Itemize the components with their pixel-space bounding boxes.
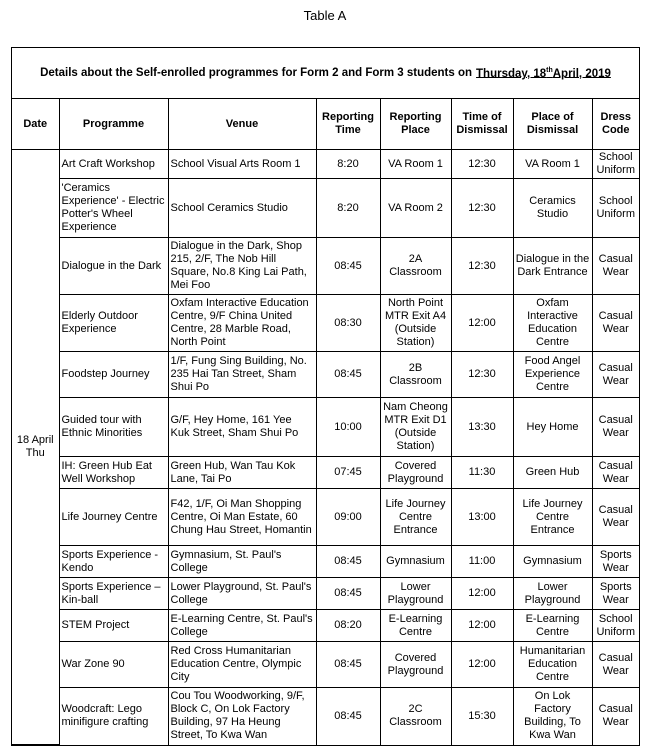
cell-reporting-time: 10:00	[316, 398, 380, 457]
programme-table-frame	[11, 47, 640, 746]
cell-venue: G/F, Hey Home, 161 Yee Kuk Street, Sham Shui Po	[168, 398, 316, 457]
header-reporting-place: Reporting Place	[380, 99, 451, 150]
cell-place-of-dismissal: Green Hub	[513, 457, 592, 489]
cell-reporting-time: 8:20	[316, 179, 380, 238]
cell-reporting-time: 08:45	[316, 238, 380, 295]
cell-programme: Sports Experience – Kin-ball	[59, 578, 168, 610]
cell-reporting-time: 07:45	[316, 457, 380, 489]
table-caption	[12, 48, 639, 99]
cell-reporting-time: 08:45	[316, 352, 380, 398]
cell-reporting-place: Covered Playground	[380, 642, 451, 688]
cell-venue: School Ceramics Studio	[168, 179, 316, 238]
table-row	[12, 179, 639, 238]
table-row	[12, 688, 639, 745]
cell-dress-code: Casual Wear	[592, 352, 639, 398]
cell-place-of-dismissal: Ceramics Studio	[513, 179, 592, 238]
page-label: Table A	[303, 8, 347, 23]
cell-reporting-time: 08:45	[316, 546, 380, 578]
cell-venue: Cou Tou Woodworking, 9/F, Block C, On Lok Factory Building, 97 Ha Heung Street, To Kwa Wan	[168, 688, 316, 745]
cell-venue: Red Cross Humanitarian Education Centre, Olympic City	[168, 642, 316, 688]
cell-dress-code: Sports Wear	[592, 546, 639, 578]
cell-programme: Foodstep Journey	[59, 352, 168, 398]
header-venue: Venue	[168, 99, 316, 150]
cell-time-of-dismissal: 11:30	[451, 457, 513, 489]
cell-venue: 1/F, Fung Sing Building, No. 235 Hai Tan Street, Sham Shui Po	[168, 352, 316, 398]
header-row	[12, 99, 639, 150]
header-place-of-dismissal: Place of Dismissal	[513, 99, 592, 150]
cell-time-of-dismissal: 15:30	[451, 688, 513, 745]
cell-place-of-dismissal: Life Journey Centre Entrance	[513, 489, 592, 546]
cell-place-of-dismissal: E-Learning Centre	[513, 610, 592, 642]
cell-time-of-dismissal: 12:30	[451, 352, 513, 398]
cell-date: 18 April Thu	[12, 150, 59, 745]
table-row	[12, 546, 639, 578]
cell-programme: Art Craft Workshop	[59, 150, 168, 179]
cell-dress-code: Casual Wear	[592, 238, 639, 295]
cell-programme: War Zone 90	[59, 642, 168, 688]
cell-place-of-dismissal: Gymnasium	[513, 546, 592, 578]
cell-reporting-place: Gymnasium	[380, 546, 451, 578]
cell-place-of-dismissal: VA Room 1	[513, 150, 592, 179]
cell-programme: Dialogue in the Dark	[59, 238, 168, 295]
cell-programme: Life Journey Centre	[59, 489, 168, 546]
cell-reporting-place: 2A Classroom	[380, 238, 451, 295]
cell-reporting-time: 09:00	[316, 489, 380, 546]
cell-dress-code: Sports Wear	[592, 578, 639, 610]
programme-table	[12, 99, 639, 745]
cell-reporting-place: VA Room 2	[380, 179, 451, 238]
cell-reporting-place: Covered Playground	[380, 457, 451, 489]
table-row	[12, 457, 639, 489]
cell-time-of-dismissal: 12:00	[451, 578, 513, 610]
cell-venue: School Visual Arts Room 1	[168, 150, 316, 179]
cell-venue: F42, 1/F, Oi Man Shopping Centre, Oi Man Estate, 60 Chung Hau Street, Homantin	[168, 489, 316, 546]
cell-programme: IH: Green Hub Eat Well Workshop	[59, 457, 168, 489]
cell-time-of-dismissal: 12:30	[451, 179, 513, 238]
cell-programme: Sports Experience - Kendo	[59, 546, 168, 578]
cell-dress-code: Casual Wear	[592, 295, 639, 352]
cell-reporting-time: 8:20	[316, 150, 380, 179]
table-row	[12, 642, 639, 688]
cell-time-of-dismissal: 12:00	[451, 642, 513, 688]
cell-time-of-dismissal: 12:00	[451, 295, 513, 352]
cell-venue: Gymnasium, St. Paul's College	[168, 546, 316, 578]
cell-dress-code: School Uniform	[592, 610, 639, 642]
cell-reporting-place: VA Room 1	[380, 150, 451, 179]
cell-reporting-place: E-Learning Centre	[380, 610, 451, 642]
cell-venue: Green Hub, Wan Tau Kok Lane, Tai Po	[168, 457, 316, 489]
table-row	[12, 295, 639, 352]
table-row	[12, 238, 639, 295]
cell-venue: E-Learning Centre, St. Paul's College	[168, 610, 316, 642]
table-row	[12, 398, 639, 457]
table-row	[12, 610, 639, 642]
header-date: Date	[12, 99, 59, 150]
cell-reporting-place: 2C Classroom	[380, 688, 451, 745]
cell-programme: Guided tour with Ethnic Minorities	[59, 398, 168, 457]
cell-dress-code: Casual Wear	[592, 398, 639, 457]
caption-date-suffix: April, 2019	[552, 67, 611, 80]
caption-text: Details about the Self-enrolled programmes for Form 2 and Form 3 students on	[40, 67, 473, 79]
cell-place-of-dismissal: Oxfam Interactive Education Centre	[513, 295, 592, 352]
cell-place-of-dismissal: Humanitarian Education Centre	[513, 642, 592, 688]
cell-venue: Oxfam Interactive Education Centre, 9/F China United Centre, 28 Marble Road, North Point	[168, 295, 316, 352]
cell-reporting-time: 08:45	[316, 642, 380, 688]
cell-dress-code: Casual Wear	[592, 642, 639, 688]
header-dress-code: Dress Code	[592, 99, 639, 150]
cell-reporting-time: 08:45	[316, 688, 380, 745]
table-row	[12, 150, 639, 179]
cell-time-of-dismissal: 13:00	[451, 489, 513, 546]
cell-reporting-place: Life Journey Centre Entrance	[380, 489, 451, 546]
caption-date	[476, 67, 611, 80]
cell-dress-code: School Uniform	[592, 179, 639, 238]
cell-programme: Elderly Outdoor Experience	[59, 295, 168, 352]
cell-time-of-dismissal: 11:00	[451, 546, 513, 578]
header-reporting-time: Reporting Time	[316, 99, 380, 150]
cell-dress-code: Casual Wear	[592, 457, 639, 489]
cell-reporting-place: 2B Classroom	[380, 352, 451, 398]
cell-place-of-dismissal: Lower Playground	[513, 578, 592, 610]
cell-place-of-dismissal: Hey Home	[513, 398, 592, 457]
cell-venue: Lower Playground, St. Paul's College	[168, 578, 316, 610]
header-time-of-dismissal: Time of Dismissal	[451, 99, 513, 150]
cell-reporting-time: 08:20	[316, 610, 380, 642]
table-row	[12, 578, 639, 610]
cell-reporting-place: North Point MTR Exit A4 (Outside Station)	[380, 295, 451, 352]
cell-venue: Dialogue in the Dark, Shop 215, 2/F, The Nob Hill Square, No.8 King Lai Path, Mei Foo	[168, 238, 316, 295]
cell-place-of-dismissal: Food Angel Experience Centre	[513, 352, 592, 398]
cell-place-of-dismissal: Dialogue in the Dark Entrance	[513, 238, 592, 295]
cell-place-of-dismissal: On Lok Factory Building, To Kwa Wan	[513, 688, 592, 745]
cell-reporting-place: Lower Playground	[380, 578, 451, 610]
table-row	[12, 489, 639, 546]
cell-programme: Woodcraft: Lego minifigure crafting	[59, 688, 168, 745]
header-programme: Programme	[59, 99, 168, 150]
cell-dress-code: School Uniform	[592, 150, 639, 179]
cell-reporting-time: 08:45	[316, 578, 380, 610]
cell-time-of-dismissal: 13:30	[451, 398, 513, 457]
caption-date-prefix: Thursday, 18	[476, 67, 547, 80]
cell-time-of-dismissal: 12:30	[451, 150, 513, 179]
cell-dress-code: Casual Wear	[592, 489, 639, 546]
cell-programme: STEM Project	[59, 610, 168, 642]
cell-time-of-dismissal: 12:30	[451, 238, 513, 295]
caption-date-sup: th	[546, 66, 553, 74]
cell-dress-code: Casual Wear	[592, 688, 639, 745]
cell-reporting-time: 08:30	[316, 295, 380, 352]
table-row	[12, 352, 639, 398]
cell-programme: 'Ceramics Experience' - Electric Potter's Wheel Experience	[59, 179, 168, 238]
cell-reporting-place: Nam Cheong MTR Exit D1 (Outside Station)	[380, 398, 451, 457]
cell-time-of-dismissal: 12:00	[451, 610, 513, 642]
